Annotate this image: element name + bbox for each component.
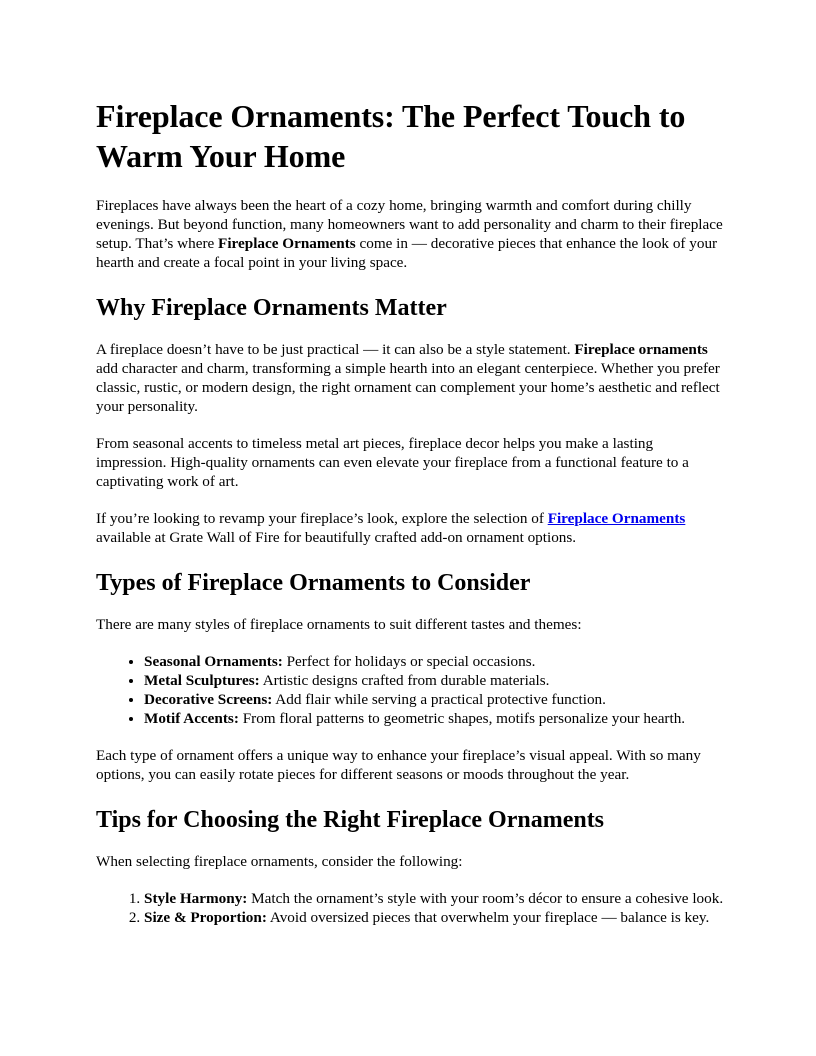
- list-item-term: Size & Proportion:: [144, 909, 267, 926]
- why-p1-text-1: A fireplace doesn’t have to be just practical — it can also be a style statement.: [96, 341, 575, 358]
- list-item-term: Style Harmony:: [144, 890, 248, 907]
- list-item-desc: Perfect for holidays or special occasions.: [282, 653, 536, 670]
- section-heading-types: Types of Fireplace Ornaments to Consider: [96, 570, 531, 596]
- intro-bold: Fireplace Ornaments: [218, 235, 356, 252]
- section-heading-why: Why Fireplace Ornaments Matter: [96, 295, 447, 321]
- fireplace-ornaments-link[interactable]: Fireplace Ornaments: [547, 510, 686, 527]
- why-paragraph-3: [96, 509, 724, 547]
- types-outro: Each type of ornament offers a unique way to enhance your fireplace’s visual appeal. With so many options, you can easily rotate pieces for different seasons or moods throughout the year.: [96, 747, 701, 783]
- list-item: [144, 889, 724, 908]
- page-title: Fireplace Ornaments: The Perfect Touch to Warm Your Home: [96, 98, 686, 174]
- types-list: [96, 652, 724, 728]
- list-item: [144, 709, 724, 728]
- list-item-desc: Artistic designs crafted from durable materials.: [259, 672, 550, 689]
- tips-intro: When selecting fireplace ornaments, consider the following:: [96, 853, 463, 870]
- intro-paragraph: [96, 196, 724, 272]
- intro-text-2: come in — decorative pieces that enhance the look of your hearth and create a focal point in your living space.: [96, 235, 718, 271]
- list-item-desc: Add flair while serving a practical protective function.: [272, 691, 606, 708]
- why-p1-bold: Fireplace ornaments: [574, 341, 708, 358]
- list-item-term: Metal Sculptures:: [144, 672, 260, 689]
- section-heading-tips: Tips for Choosing the Right Fireplace Ornaments: [96, 807, 605, 833]
- document-page: [96, 96, 724, 945]
- list-item: [144, 652, 724, 671]
- list-item-term: Decorative Screens:: [144, 691, 273, 708]
- why-paragraph-1: [96, 340, 724, 416]
- list-item: [144, 671, 724, 690]
- tips-list: [96, 889, 724, 927]
- list-item-desc: From floral patterns to geometric shapes, motifs personalize your hearth.: [238, 710, 686, 727]
- list-item-desc: Match the ornament’s style with your room’s décor to ensure a cohesive look.: [247, 890, 724, 907]
- types-intro: There are many styles of fireplace ornaments to suit different tastes and themes:: [96, 616, 582, 633]
- why-paragraph-2: From seasonal accents to timeless metal art pieces, fireplace decor helps you make a lasting impression. High-quality ornaments can even elevate your fireplace from a functional feature to a captivating work of art.: [96, 435, 689, 490]
- why-p3-text-1: If you’re looking to revamp your fireplace’s look, explore the selection of: [96, 510, 548, 527]
- list-item: [144, 690, 724, 709]
- list-item-term: Seasonal Ornaments:: [144, 653, 283, 670]
- why-p1-text-2: add character and charm, transforming a simple hearth into an elegant centerpiece. Whether you prefer classic, rustic, or modern design, the right ornament can complement your home’s aesthetic and reflect your personality.: [96, 360, 720, 415]
- list-item-term: Motif Accents:: [144, 710, 239, 727]
- why-p3-text-2: available at Grate Wall of Fire for beautifully crafted add-on ornament options.: [96, 529, 577, 546]
- list-item: [144, 908, 724, 927]
- list-item-desc: Avoid oversized pieces that overwhelm your fireplace — balance is key.: [266, 909, 710, 926]
- intro-text-1: Fireplaces have always been the heart of a cozy home, bringing warmth and comfort during chilly evenings. But beyond function, many homeowners want to add personality and charm to their fireplace setup. That’s where: [96, 197, 723, 252]
